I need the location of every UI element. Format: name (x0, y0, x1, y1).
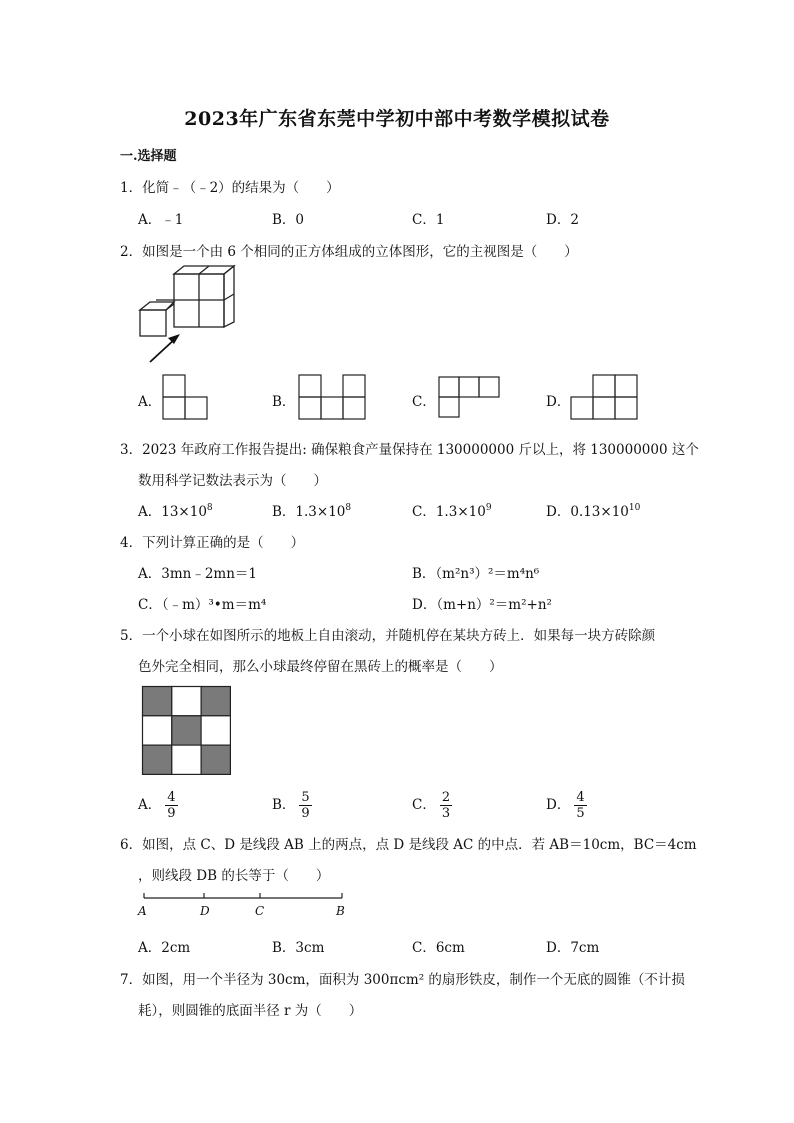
question-1-stem: 1．化简﹣（﹣2）的结果为（ ） (120, 180, 340, 196)
cube-solid-figure (136, 264, 236, 364)
q6-option-b: B．3cm (272, 940, 325, 956)
q2-option-d-figure (570, 374, 640, 422)
question-4-stem: 4．下列计算正确的是（ ） (120, 535, 305, 551)
q2-option-b-label: B． (272, 394, 296, 410)
question-3-stem-line-1: 3．2023 年政府工作报告提出: 确保粮食产量保持在 130000000 斤以上，将 130000000 这个 (120, 442, 699, 458)
q1-option-c: C．1 (412, 212, 445, 228)
question-5-stem-line-1: 5．一个小球在如图所示的地板上自由滚动，并随机停在某块方砖上．如果每一块方砖除颜 (120, 628, 656, 644)
point-label-c: C (255, 904, 265, 918)
q4-option-d: D．（m+n）²＝m²+n² (412, 597, 552, 613)
question-6-stem-line-2: ，则线段 DB 的长等于（ ） (138, 868, 330, 884)
question-2-stem: 2．如图是一个由 6 个相同的正方体组成的立体图形，它的主视图是（ ） (120, 244, 578, 260)
dark-tile (201, 745, 230, 774)
dark-tile (143, 745, 172, 774)
white-tile (172, 687, 201, 716)
dark-tile (143, 687, 172, 716)
q5-option-c: C． $\frac{2}{3}$ (412, 790, 451, 821)
q2-option-b-figure (298, 374, 368, 422)
q6-option-a: A．2cm (138, 940, 191, 956)
point-label-d: D (200, 904, 210, 918)
q6-option-c: C．6cm (412, 940, 465, 956)
point-label-b: B (336, 904, 345, 918)
q2-option-c-figure (438, 376, 502, 420)
white-tile (172, 745, 201, 774)
q2-option-d-label: D． (546, 394, 571, 410)
question-7-stem-line-2: 耗），则圆锥的底面半径 r 为（ ） (138, 1003, 363, 1019)
q3-option-a: A．$13\times 10^8$ (138, 503, 213, 520)
q4-option-c: C．（﹣m）³•m＝m⁴ (138, 597, 267, 613)
white-tile (201, 716, 230, 745)
q1-option-b: B．0 (272, 212, 305, 228)
white-tile (143, 716, 172, 745)
q2-option-c-label: C． (412, 394, 436, 410)
q6-option-d: D．7cm (546, 940, 600, 956)
q3-option-c: C．$1.3\times 10^9$ (412, 503, 492, 520)
q5-option-d: D． $\frac{4}{5}$ (546, 790, 585, 821)
q2-option-a-figure (162, 374, 210, 422)
dark-tile (172, 716, 201, 745)
q1-option-d: D．2 (546, 212, 579, 228)
q3-option-b: B．$1.3\times 10^8$ (272, 503, 352, 520)
dark-tile (201, 687, 230, 716)
q3-option-d: D．$0.13\times 10^{10}$ (546, 503, 641, 520)
arrow-icon (150, 334, 180, 362)
q2-option-a-label: A． (138, 394, 162, 410)
question-5-stem-line-2: 色外完全相同，那么小球最终停留在黑砖上的概率是（ ） (138, 659, 503, 675)
page-title: 2023年广东省东莞中学初中部中考数学模拟试卷 (184, 108, 610, 130)
point-label-a: A (138, 904, 147, 918)
q4-option-a: A．3mn﹣2mn＝1 (138, 566, 258, 582)
q5-option-b: B． $\frac{5}{9}$ (272, 790, 310, 821)
question-6-stem-line-1: 6．如图，点 C、D 是线段 AB 上的两点，点 D 是线段 AC 的中点．若 AB＝10cm，BC＝4cm (120, 837, 697, 853)
section-heading: 一.选择题 (120, 149, 177, 164)
q1-option-a: A．﹣1 (138, 212, 184, 228)
floor-tiles-figure (142, 686, 232, 776)
line-segment-figure (142, 892, 348, 904)
question-7-stem-line-1: 7．如图，用一个半径为 30cm，面积为 300πcm² 的扇形铁皮，制作一个无底的圆锥（不计损 (120, 972, 685, 988)
q4-option-b: B．（m²n³）²＝m⁴n⁶ (412, 566, 540, 582)
q5-option-a: A． $\frac{4}{9}$ (138, 790, 176, 821)
question-3-stem-line-2: 数用科学记数法表示为（ ） (138, 473, 327, 489)
